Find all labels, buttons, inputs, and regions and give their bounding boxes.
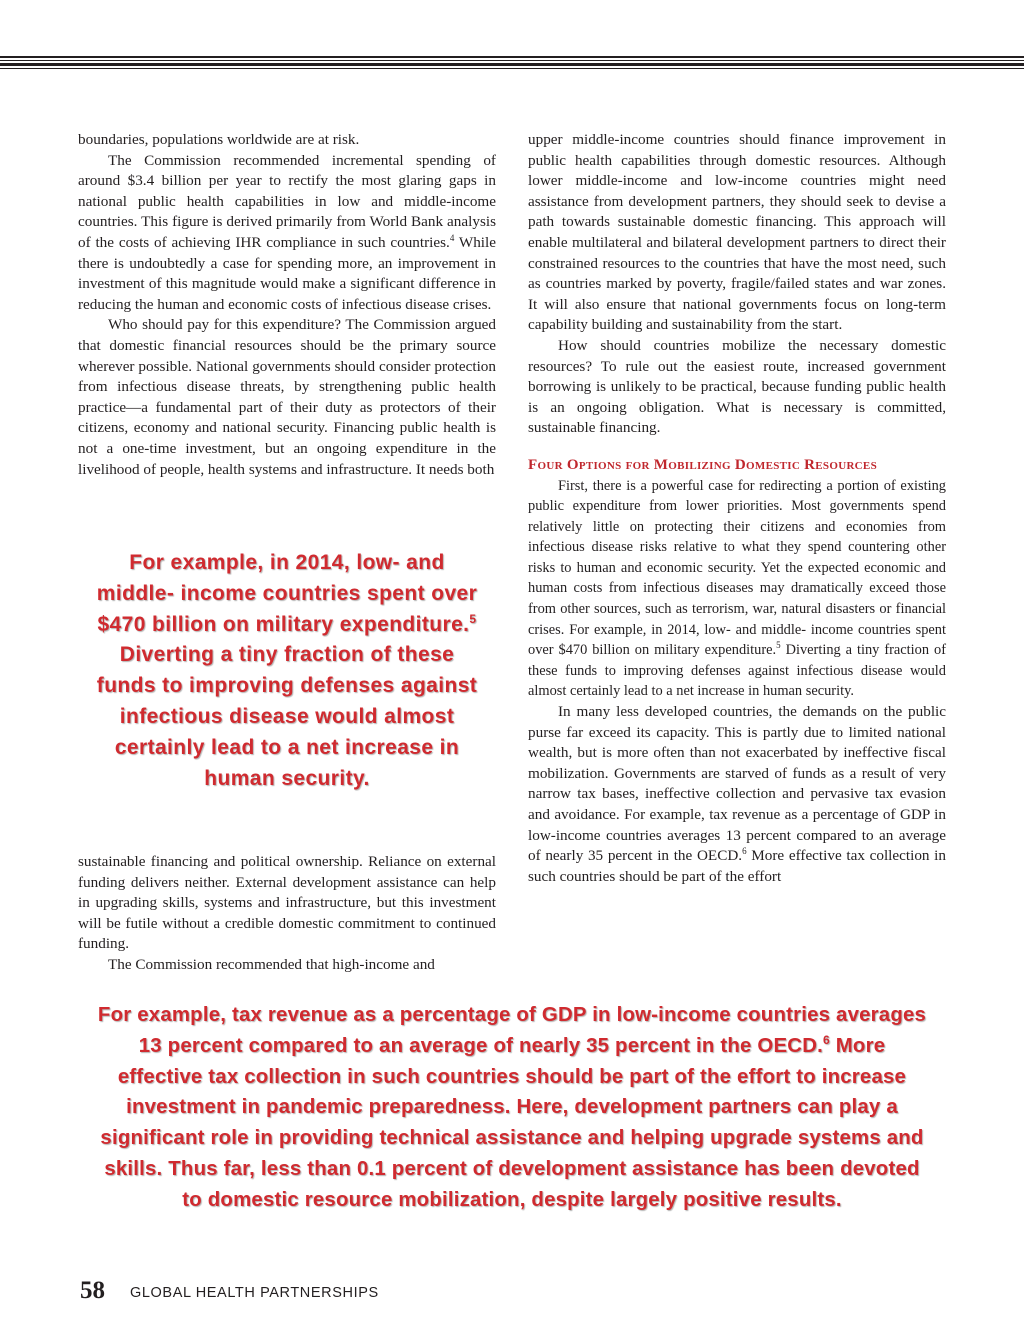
right-column <box>528 130 946 887</box>
footnote-ref-5: 5 <box>776 640 781 651</box>
right-paragraph-3 <box>528 476 946 703</box>
header-rule <box>0 56 1024 72</box>
left-column-continued <box>78 852 496 976</box>
left-paragraph-2-text: The Commission recommended incremental spending of around $3.4 billion per year to rectify the most glaring gaps in national public health capabilities in low and middle-income countries. This figure is derived primarily from World Bank analysis of the costs of achieving IHR compliance in such countries. <box>78 151 496 251</box>
section-heading: Four Options for Mobilizing Domestic Resources <box>528 456 877 473</box>
footnote-ref-6: 6 <box>742 846 747 857</box>
right-paragraph-4-text-cont: More effective tax collection in such countries should be part of the effort <box>528 847 947 885</box>
pull-quote-side-text: For example, in 2014, low- and middle- income countries spent over $470 billion on military expenditure. <box>96 551 478 636</box>
page-number: 58 <box>80 1277 105 1304</box>
left-paragraph-3: Who should pay for this expenditure? The Commission argued that domestic financial resources should be the primary source wherever possible. National governments should consider protection from infectious disease threats, by strengthening public health practice—a fundamental part of their duty as protectors of their citizens, economy and national security. Financing public health is not a one-time investment, but an ongoing expenditure in the livelihood of people, health systems and infrastructure. It needs both <box>78 316 496 478</box>
footnote-ref-4: 4 <box>449 232 455 243</box>
pull-quote-bottom-text: For example, tax revenue as a percentage of GDP in low-income countries averages 13 percent compared to an average of nearly 35 percent in the OECD. <box>97 1004 927 1057</box>
left-paragraph-2 <box>78 151 496 316</box>
pull-quote-bottom-text-cont: More effective tax collection in such countries should be part of the effort to increase investment in pandemic preparedness. Here, development partners can play a significant role in providing technical assistance and helping upgrade systems and skills. Thus far, less than 0.1 percent of development assistance has been devoted to domestic resource mobilization, despite largely positive results. <box>100 1034 924 1211</box>
right-paragraph-3-text-cont: Diverting a tiny fraction of these funds to improving defenses against infectious disease would almost certainly lead to a net increase in human security. <box>528 642 946 700</box>
right-paragraph-4-text: In many less developed countries, the demands on the public purse far exceed its capacity. This is partly due to limited national wealth, but is more often than not exacerbated by ineffective fiscal mobilization. Governments are starved of funds as a result of very narrow tax bases, ineffective collection and pervasive tax evasion and avoidance. For example, tax revenue as a percentage of GDP in low-income countries averages 13 percent compared to an average of nearly 35 percent in the OECD. <box>528 703 946 865</box>
left-paragraph-1: boundaries, populations worldwide are at risk. <box>78 131 360 148</box>
left-paragraph-5: The Commission recommended that high-income and <box>108 955 435 973</box>
right-paragraph-3-text: First, there is a powerful case for redirecting a portion of existing public expenditure from lower priorities. Most governments spend relatively little on protecting their citizens and economies from infectious disease risks relative to what they spend countering other risks to human and economic security. Yet the expected economic and human costs from infectious diseases may dramatically exceed those from other sources, such as terrorism, war, natural disasters or financial crises. For example, in 2014, low- and middle- income countries spent over $470 billion on military expenditure. <box>528 477 946 659</box>
pull-quote-bottom-ref: 6 <box>822 1033 830 1047</box>
pull-quote-side-text-cont: Diverting a tiny fraction of these funds to improving defenses against infectious disease would almost certainly lead to a net increase in human security. <box>96 643 478 790</box>
pull-quote-side <box>96 548 478 794</box>
running-title: GLOBAL HEALTH PARTNERSHIPS <box>130 1285 379 1301</box>
left-paragraph-4: sustainable financing and political ownership. Reliance on external funding delivers neither. External development assistance can help in upgrading skills, systems and infrastructure, but this investment will be futile without a credible domestic commitment to continued funding. <box>78 853 496 953</box>
right-paragraph-4 <box>528 702 946 887</box>
left-paragraph-2-text-cont: While there is undoubtedly a case for spending more, an improvement in investment of this magnitude would make a significant difference in reducing the human and economic costs of infectious disease crises. <box>78 233 496 313</box>
left-column <box>78 130 496 480</box>
right-paragraph-1: upper middle-income countries should finance improvement in public health capabilities through domestic resources. Although lower middle-income and low-income countries might need assistance from development partners, they should seek to devise a path towards sustainable domestic financing. This approach will enable multilateral and bilateral development partners to direct their constrained resources to the countries that have the most need, such as countries marked by poverty, fragile/failed states and war zones. It will also ensure that national governments focus on long-term capability building and sustainability from the start. <box>528 131 946 334</box>
pull-quote-bottom <box>96 1000 928 1216</box>
right-paragraph-2: How should countries mobilize the necessary domestic resources? To rule out the easiest route, increased government borrowing is unlikely to be practical, because funding public health is an ongoing obligation. What is necessary is committed, sustainable financing. <box>528 336 946 437</box>
pull-quote-side-ref: 5 <box>469 611 477 626</box>
